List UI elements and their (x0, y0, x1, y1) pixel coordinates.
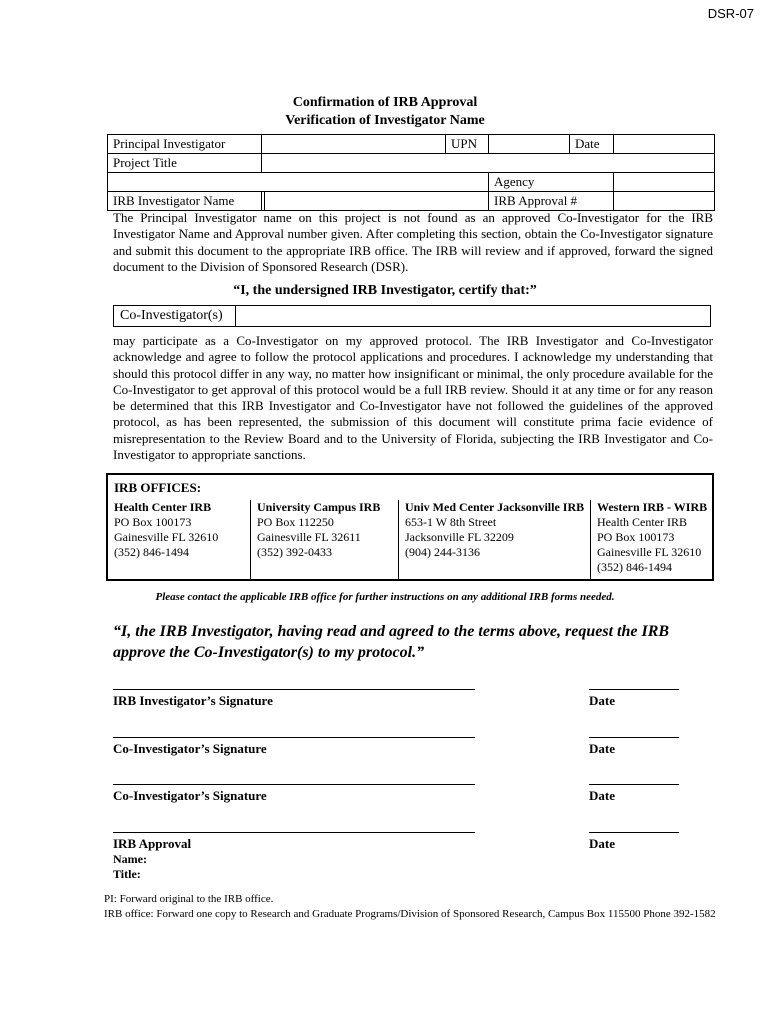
office-western-irb: Western IRB - WIRB Health Center IRB PO Box 100173 Gainesville FL 32610 (352) 846-1494 (590, 500, 712, 579)
irb-approval-label: IRB Approval # (489, 192, 614, 211)
irb-approval-signature-line[interactable] (113, 832, 475, 833)
agreement-paragraph: may participate as a Co-Investigator on my approved protocol. The IRB Investigator and Co-Investigator acknowledge and agree to follow the protocol applications and procedures. I acknowledge my understanding that should this protocol differ in any way, no matter how insignificant or minimal, the only procedure available for the Co-Investigator to get approval of this protocol would be a full IRB review. Should it at any time or for any reason be determined that this IRB Investigator and Co-Investigator have not followed the guidelines of the approved protocol, as has been represented, the submission of this document will constitute prima facie evidence of misrepresentation to the Review Board and to the University of Florida, subjecting the IRB Investigator and Co-Investigator to appropriate sanctions. (113, 333, 713, 463)
upn-field[interactable] (489, 135, 570, 154)
approver-title-label: Title: (113, 867, 141, 881)
co-investigator-2-signature-line[interactable] (113, 784, 475, 785)
co-investigator-2-date-line[interactable] (589, 784, 679, 785)
footer-pi-instruction: PI: Forward original to the IRB office. (104, 893, 274, 905)
date-label: Date (589, 741, 615, 756)
co-investigator-1-date-line[interactable] (589, 737, 679, 738)
irb-investigator-field[interactable] (265, 192, 489, 211)
intro-paragraph: The Principal Investigator name on this project is not found as an approved Co-Investigator for the IRB Investigator Name and Approval number given. After completing this section, obtain the Co-Investigator signature and submit this document to the appropriate IRB office. The IRB will review and if approved, forward the signed document to the Division of Sponsored Research (DSR). (113, 210, 713, 274)
irb-approval-field[interactable] (614, 192, 715, 211)
upn-label: UPN (446, 135, 489, 154)
co-investigator-field[interactable] (237, 306, 710, 326)
office-university-campus: University Campus IRB PO Box 112250 Gainesville FL 32611 (352) 392-0433 (250, 500, 398, 579)
office-jacksonville: Univ Med Center Jacksonville IRB 653-1 W 8th Street Jacksonville FL 32209 (904) 244-3136 (398, 500, 590, 579)
pi-label: Principal Investigator (108, 135, 262, 154)
date-label: Date (589, 836, 615, 851)
project-title-label: Project Title (108, 154, 262, 173)
co-investigator-1-signature-label: Co-Investigator’s Signature (113, 741, 267, 756)
date-field[interactable] (614, 135, 715, 154)
form-title: Confirmation of IRB Approval (292, 95, 478, 110)
irb-investigator-signature-line[interactable] (113, 689, 475, 690)
date-label: Date (570, 135, 614, 154)
investigator-info-table (107, 134, 715, 211)
footer-irb-instruction: IRB office: Forward one copy to Research and Graduate Programs/Division of Sponsored Research, Campus Box 115500 Phone 392-1582 (104, 908, 716, 920)
irb-investigator-signature-label: IRB Investigator’s Signature (113, 693, 273, 708)
co-investigator-1-signature-line[interactable] (113, 737, 475, 738)
pi-field[interactable] (262, 135, 446, 154)
irb-investigator-label: IRB Investigator Name (108, 192, 262, 211)
form-subtitle: Verification of Investigator Name (285, 113, 485, 128)
agency-label: Agency (489, 173, 614, 192)
irb-approval-date-line[interactable] (589, 832, 679, 833)
project-title-field[interactable] (262, 154, 715, 173)
co-investigator-2-signature-label: Co-Investigator’s Signature (113, 788, 267, 803)
certify-heading: “I, the undersigned IRB Investigator, certify that:” (233, 283, 537, 298)
date-label: Date (589, 788, 615, 803)
co-investigator-row (113, 305, 711, 327)
contact-note: Please contact the applicable IRB office for further instructions on any additional IRB forms needed. (155, 591, 615, 603)
irb-offices-box (106, 473, 714, 581)
agency-field[interactable] (614, 173, 715, 192)
office-health-center: Health Center IRB PO Box 100173 Gainesville FL 32610 (352) 846-1494 (114, 500, 219, 559)
irb-offices-heading: IRB OFFICES: (114, 480, 202, 495)
request-quote: “I, the IRB Investigator, having read and agreed to the terms above, request the IRB approve the Co-Investigator(s) to my protocol.” (113, 623, 670, 661)
date-label: Date (589, 693, 615, 708)
form-code: DSR-07 (707, 6, 754, 21)
co-investigator-label: Co-Investigator(s) (114, 306, 236, 326)
irb-investigator-date-line[interactable] (589, 689, 679, 690)
irb-approval-label: IRB Approval (113, 836, 192, 851)
approver-name-label: Name: (113, 852, 147, 866)
